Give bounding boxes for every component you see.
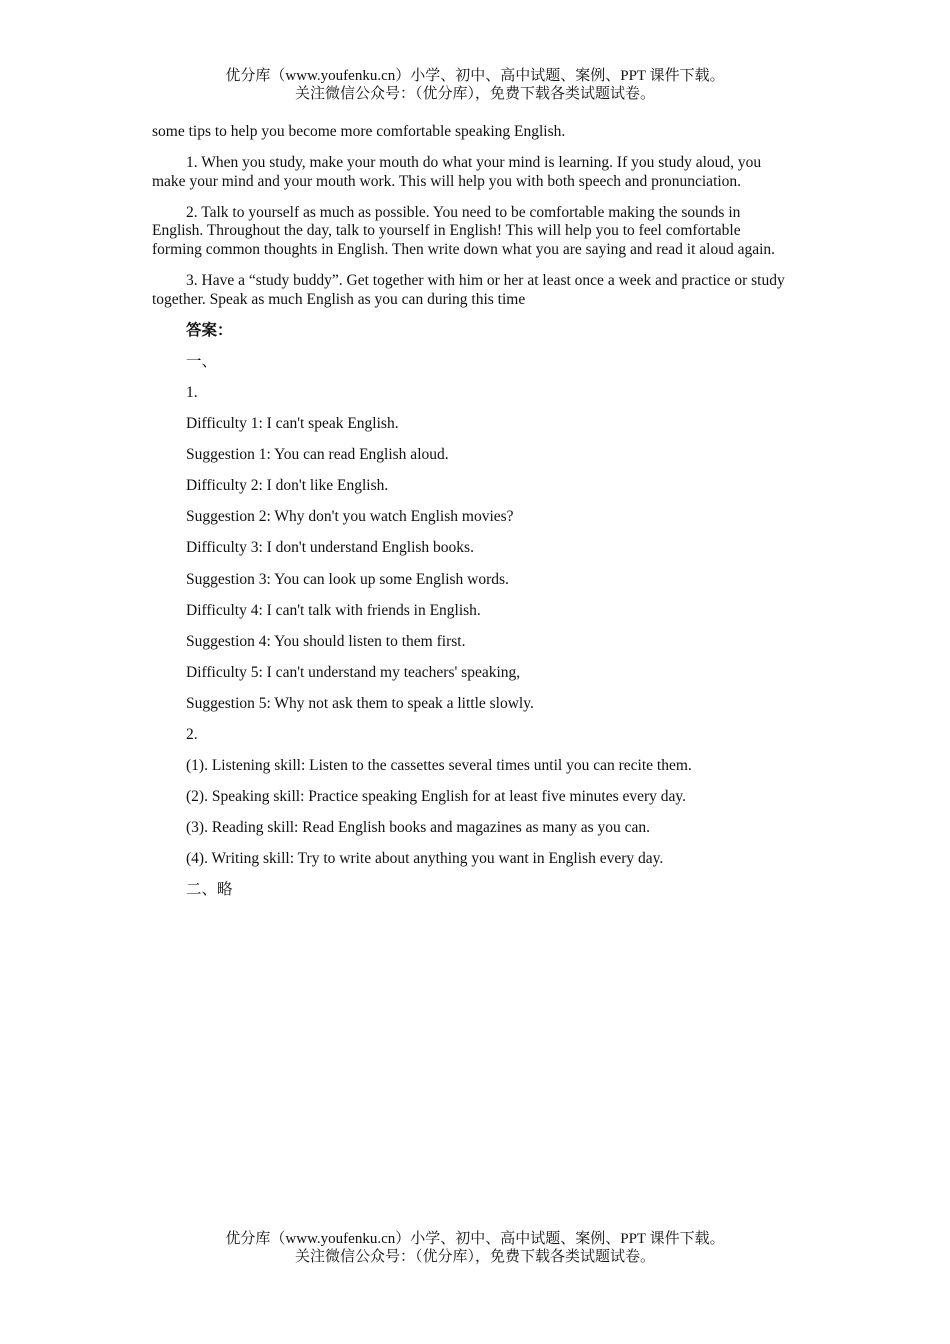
answer-line: Difficulty 3: I don't understand English books.: [186, 539, 474, 557]
header-line-1: 优分库（www.youfenku.cn）小学、初中、高中试题、案例、PPT 课件下载。: [225, 68, 725, 84]
header-line-2: 关注微信公众号：（优分库），免费下载各类试题试卷。: [294, 86, 655, 102]
answer-line: (4). Writing skill: Try to write about anything you want in English every day.: [186, 850, 664, 868]
passage-tip-2: 2. Talk to yourself as much as possible. You need to be comfortable making the sounds in English. Throughout the day, talk to yourself in English! This will help you to feel comfortable forming common thoughts in English. Then write down what you are saying and read it aloud again.: [152, 203, 776, 258]
footer-line-2: 关注微信公众号：（优分库），免费下载各类试题试卷。: [294, 1249, 655, 1265]
answer-line: Suggestion 2: Why don't you watch English movies?: [186, 508, 514, 526]
passage-tip-1: 1. When you study, make your mouth do what your mind is learning. If you study aloud, you make your mind and your mouth work. This will help you with both speech and pronunciation.: [152, 154, 762, 190]
answer-line: Suggestion 3: You can look up some English words.: [186, 570, 509, 588]
answer-line: (2). Speaking skill: Practice speaking English for at least five minutes every day.: [186, 788, 687, 806]
answers-heading: 答案：: [186, 321, 233, 339]
answer-line: Suggestion 4: You should listen to them first.: [186, 632, 466, 650]
answer-line: Suggestion 5: Why not ask them to speak a little slowly.: [186, 694, 534, 712]
answers-question-2: 2.: [186, 725, 198, 743]
answer-line: Difficulty 1: I can't speak English.: [186, 415, 399, 433]
passage-intro: some tips to help you become more comfortable speaking English.: [152, 123, 566, 140]
answer-line: Difficulty 4: I can't talk with friends in English.: [186, 601, 481, 619]
answer-line: Difficulty 2: I don't like English.: [186, 477, 389, 495]
footer-line-1: 优分库（www.youfenku.cn）小学、初中、高中试题、案例、PPT 课件下载。: [225, 1231, 725, 1247]
page-footer: [0, 1230, 950, 1266]
answer-line: Suggestion 1: You can read English aloud.: [186, 446, 449, 464]
answer-line: Difficulty 5: I can't understand my teachers' speaking,: [186, 663, 521, 681]
answers-question-1: 1.: [186, 383, 198, 401]
answer-line: (3). Reading skill: Read English books and magazines as many as you can.: [186, 819, 651, 837]
page-header: [0, 67, 950, 103]
answers-section-2: 二、略: [186, 881, 233, 899]
passage-tip-3: 3. Have a “study buddy”. Get together with him or her at least once a week and practice or study together. Speak as much English as you can during this time: [152, 272, 785, 308]
answers-section-1: 一、: [186, 352, 218, 370]
answer-line: (1). Listening skill: Listen to the cassettes several times until you can recite them.: [186, 757, 692, 775]
document-body: [152, 123, 794, 913]
